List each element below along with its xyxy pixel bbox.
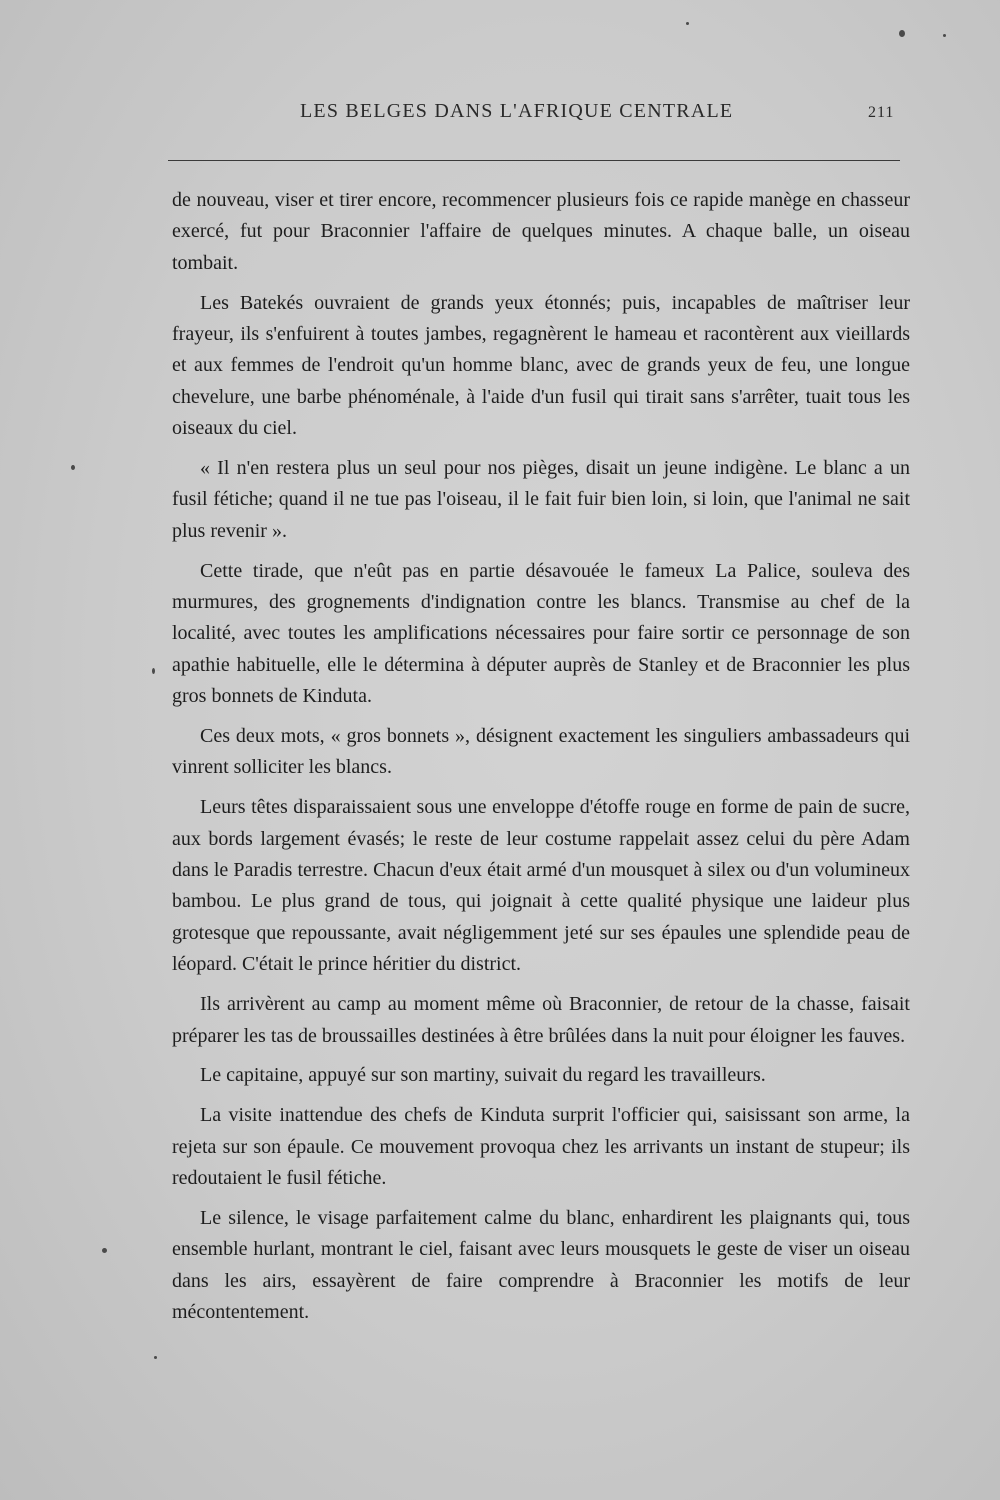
paragraph-6: Leurs têtes disparaissaient sous une enveloppe d'étoffe rouge en forme de pain de sucre, aux bords largement évasés; le reste de leur costume rappelait assez celui du père Adam dans le Paradis terrestre. Chacun d'eux était armé d'un mousquet à silex ou d'un volumineux bambou. Le plus grand de tous, qui joignait à cette qualité physique une laideur plus grotesque que repoussante, avait négligemment jeté sur ses épaules une splendide peau de léopard. C'était le prince héritier du district. <box>172 796 910 976</box>
paragraph-5: Ces deux mots, « gros bonnets », désignent exactement les singuliers ambassadeurs qui vinrent solliciter les blancs. <box>172 725 910 779</box>
paragraph-7: Ils arrivèrent au camp au moment même où Braconnier, de retour de la chasse, faisait préparer les tas de broussailles destinées à être brûlées dans la nuit pour éloigner les fauves. <box>172 993 910 1047</box>
paper-speck <box>943 34 946 37</box>
paragraph-3: « Il n'en restera plus un seul pour nos pièges, disait un jeune indigène. Le blanc a un fusil fétiche; quand il ne tue pas l'oiseau, il le fait fuir bien loin, si loin, que l'animal ne sait plus revenir ». <box>172 457 910 542</box>
paragraph-4: Cette tirade, que n'eût pas en partie désavouée le fameux La Palice, souleva des murmures, des grognements d'indignation contre les blancs. Transmise au chef de la localité, avec toutes les amplifications nécessaires pour faire sortir ce personnage de son apathie habituelle, elle le détermina à députer auprès de Stanley et de Braconnier les plus gros bonnets de Kinduta. <box>172 559 910 708</box>
body-text <box>172 185 910 1337</box>
paper-speck <box>899 30 905 37</box>
paper-speck <box>154 1356 157 1359</box>
page-number: 211 <box>868 104 895 121</box>
paper-speck <box>152 668 155 674</box>
running-head: LES BELGES DANS L'AFRIQUE CENTRALE <box>300 100 734 122</box>
paper-speck <box>102 1248 107 1253</box>
paragraph-9: La visite inattendue des chefs de Kinduta surprit l'officier qui, saisissant son arme, la rejeta sur son épaule. Ce mouvement provoqua chez les arrivants un instant de stupeur; ils redoutaient le fusil fétiche. <box>172 1104 910 1189</box>
paragraph-8: Le capitaine, appuyé sur son martiny, suivait du regard les travailleurs. <box>200 1064 766 1087</box>
paragraph-10: Le silence, le visage parfaitement calme du blanc, enhardirent les plaignants qui, tous ensemble hurlant, montrant le ciel, faisant avec leurs mousquets le geste de viser un oiseau dans les airs, essayèrent de faire comprendre à Braconnier les motifs de leur mécontentement. <box>172 1206 910 1323</box>
paper-speck <box>686 22 689 25</box>
header-rule <box>168 160 900 161</box>
paragraph-2: Les Batekés ouvraient de grands yeux étonnés; puis, incapables de maîtriser leur frayeur, ils s'enfuirent à toutes jambes, regagnèrent le hameau et racontèrent aux vieillards et aux femmes de l'endroit qu'un homme blanc, avec de grands yeux de feu, une longue chevelure, une barbe phénoménale, à l'aide d'un fusil qui tirait sans s'arrêter, tuait tous les oiseaux du ciel. <box>172 291 910 440</box>
paragraph-1: de nouveau, viser et tirer encore, recommencer plusieurs fois ce rapide manège en chasseur exercé, fut pour Braconnier l'affaire de quelques minutes. A chaque balle, un oiseau tombait. <box>172 189 910 274</box>
paper-speck <box>71 465 75 470</box>
